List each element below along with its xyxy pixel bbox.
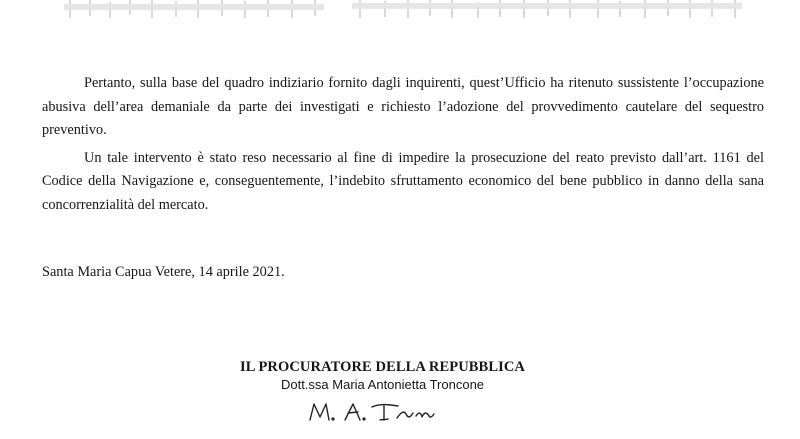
signature-block bbox=[205, 358, 560, 393]
signatory-name: Dott.ssa Maria Antonietta Troncone bbox=[280, 377, 485, 392]
document-body bbox=[42, 72, 764, 218]
signatory-title: IL PROCURATORE DELLA REPUBBLICA bbox=[240, 359, 525, 375]
handwritten-signature bbox=[306, 396, 436, 428]
place-date: Santa Maria Capua Vetere, 14 aprile 2021. bbox=[42, 264, 285, 280]
paragraph-intervention: Un tale intervento è stato reso necessario al fine di impedire la prosecuzione del reato previsto dall’art. 1161 del Codice della Navigazione e, conseguentemente, l’indebito sfruttamento economico del bene pubblico in danno della sana concorrenzialità del mercato. bbox=[42, 149, 764, 213]
paragraph-findings: Pertanto, sulla base del quadro indiziario fornito dagli inquirenti, quest’Ufficio ha ritenuto sussistente l’occupazione abusiva dell’area demaniale da parte dei investigati e richiesto l’adozione del provvedimento cautelare del sequestro preventivo. bbox=[42, 75, 764, 139]
letterhead-bleed-through bbox=[0, 0, 800, 26]
letterhead-bleed-graphic bbox=[0, 0, 800, 26]
